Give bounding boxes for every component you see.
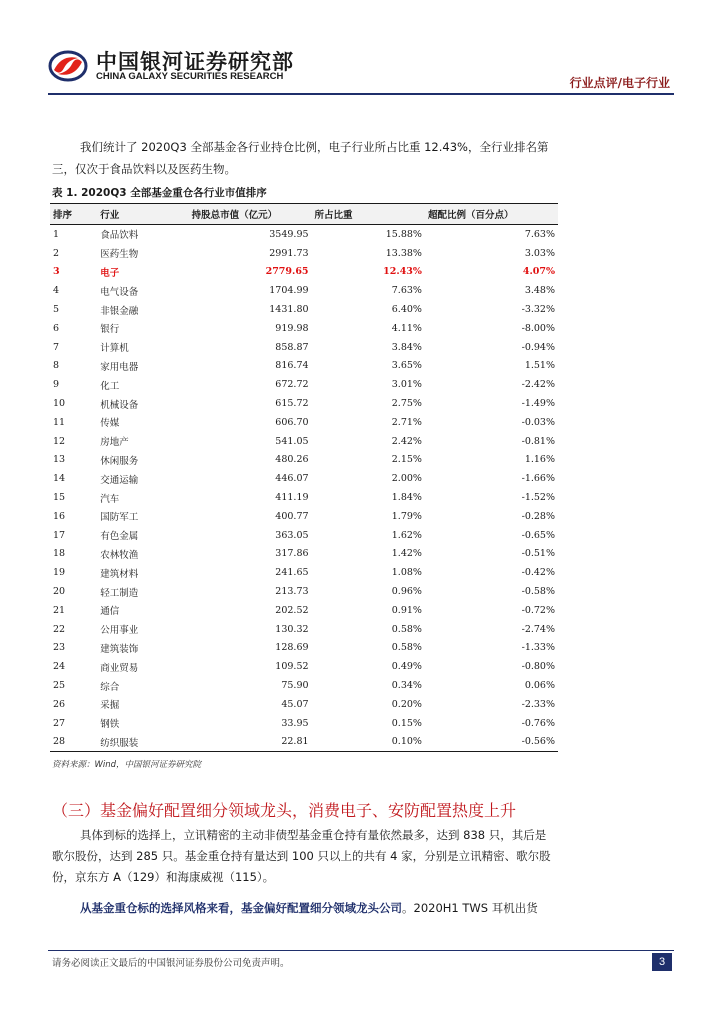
cell-overweight: -0.58% xyxy=(521,586,555,598)
cell-industry: 银行 xyxy=(100,324,120,336)
cell-share: 1.62% xyxy=(391,529,422,541)
cell-industry: 休闲服务 xyxy=(100,455,139,467)
cell-rank: 18 xyxy=(53,548,66,560)
cell-overweight: -1.66% xyxy=(521,473,555,485)
cell-industry: 农林牧渔 xyxy=(100,549,139,561)
col-header-rank: 排序 xyxy=(50,204,97,225)
cell-rank: 25 xyxy=(53,680,66,692)
cell-rank: 15 xyxy=(53,492,66,504)
table-row xyxy=(50,451,558,470)
cell-industry: 传媒 xyxy=(100,418,120,430)
page-number: 3 xyxy=(652,953,672,971)
cell-share: 0.58% xyxy=(391,642,422,654)
table-row xyxy=(50,432,558,451)
cell-rank: 20 xyxy=(53,586,66,598)
cell-share: 0.96% xyxy=(391,586,422,598)
cell-share: 12.43% xyxy=(383,266,422,278)
cell-market-value: 400.77 xyxy=(275,510,309,522)
cell-industry: 轻工制造 xyxy=(100,587,139,599)
cell-rank: 17 xyxy=(53,529,66,541)
table-title: 表 1. 2020Q3 全部基金重仓各行业市值排序 xyxy=(52,187,267,199)
table-row xyxy=(50,657,558,676)
cell-market-value: 75.90 xyxy=(281,680,309,692)
cell-market-value: 317.86 xyxy=(275,548,309,560)
table-row xyxy=(50,244,558,263)
table-row xyxy=(50,357,558,376)
cell-rank: 11 xyxy=(53,416,66,428)
cell-overweight: 0.06% xyxy=(524,680,555,692)
cell-overweight: 1.16% xyxy=(524,454,555,466)
table-row xyxy=(50,563,558,582)
cell-overweight: -1.49% xyxy=(521,398,555,410)
cell-share: 1.79% xyxy=(391,510,422,522)
cell-share: 4.11% xyxy=(391,322,422,334)
table-row xyxy=(50,714,558,733)
col-header-industry: 行业 xyxy=(97,204,188,225)
cell-market-value: 615.72 xyxy=(275,398,309,410)
cell-market-value: 1704.99 xyxy=(269,285,309,297)
cell-overweight: -0.80% xyxy=(521,661,555,673)
cell-share: 15.88% xyxy=(385,228,422,240)
cell-rank: 26 xyxy=(53,698,66,710)
cell-rank: 10 xyxy=(53,398,66,410)
cell-industry: 采掘 xyxy=(100,700,120,712)
cell-industry: 房地产 xyxy=(100,437,129,449)
intro-paragraph: 我们统计了 2020Q3 全部基金各行业持仓比例，电子行业所占比重 12.43%，全行业排名第三，仅次于食品饮料以及医药生物。 xyxy=(52,140,549,176)
cell-industry: 钢铁 xyxy=(100,719,120,731)
emphasis-text: 从基金重仓标的选择风格来看，基金偏好配置细分领域龙头公司 xyxy=(80,901,402,915)
cell-overweight: -0.42% xyxy=(521,567,555,579)
industry-ranking-table xyxy=(50,203,558,752)
cell-overweight: 3.48% xyxy=(524,285,555,297)
footer-disclaimer: 请务必阅读正文最后的中国银河证券股份公司免责声明。 xyxy=(52,958,290,969)
brand-name-en: CHINA GALAXY SECURITIES RESEARCH xyxy=(96,71,284,82)
table-row xyxy=(50,507,558,526)
cell-overweight: -0.56% xyxy=(425,733,558,752)
cell-market-value: 2779.65 xyxy=(265,266,309,278)
cell-share: 3.84% xyxy=(391,341,422,353)
cell-rank: 27 xyxy=(53,717,66,729)
cell-rank: 5 xyxy=(53,304,60,316)
cell-market-value: 45.07 xyxy=(281,698,309,710)
table-row xyxy=(50,601,558,620)
cell-share: 7.63% xyxy=(391,285,422,297)
cell-share: 0.58% xyxy=(391,623,422,635)
cell-industry: 机械设备 xyxy=(100,399,139,411)
cell-overweight: -1.33% xyxy=(521,642,555,654)
cell-rank: 24 xyxy=(53,661,66,673)
cell-share: 3.01% xyxy=(391,379,422,391)
table-body xyxy=(50,225,558,752)
cell-overweight: -0.65% xyxy=(521,529,555,541)
cell-market-value: 109.52 xyxy=(275,661,309,673)
table-row xyxy=(50,488,558,507)
table-row xyxy=(50,733,558,752)
cell-overweight: -1.52% xyxy=(521,492,555,504)
table-source: 资料来源：Wind，中国银河证券研究院 xyxy=(52,760,202,770)
cell-industry: 纺织服装 xyxy=(97,733,188,752)
cell-overweight: -2.42% xyxy=(521,379,555,391)
cell-market-value: 128.69 xyxy=(275,642,309,654)
cell-overweight: 7.63% xyxy=(524,228,555,240)
cell-rank: 19 xyxy=(53,567,66,579)
cell-share: 3.65% xyxy=(391,360,422,372)
cell-share: 2.15% xyxy=(391,454,422,466)
cell-industry: 非银金融 xyxy=(100,305,139,317)
table-row xyxy=(50,526,558,545)
cell-overweight: -0.94% xyxy=(521,341,555,353)
cell-overweight: -3.32% xyxy=(521,304,555,316)
cell-market-value: 241.65 xyxy=(275,567,309,579)
table-row xyxy=(50,300,558,319)
cell-share: 13.38% xyxy=(385,247,422,259)
cell-market-value: 33.95 xyxy=(281,717,309,729)
cell-share: 0.15% xyxy=(391,717,422,729)
cell-share: 1.84% xyxy=(391,492,422,504)
cell-share: 0.10% xyxy=(312,733,425,752)
body-paragraph-emphasis xyxy=(52,898,552,919)
table-row xyxy=(50,545,558,564)
cell-rank: 16 xyxy=(53,510,66,522)
cell-rank: 12 xyxy=(53,435,66,447)
cell-rank: 13 xyxy=(53,454,66,466)
cell-overweight: -0.28% xyxy=(521,510,555,522)
cell-share: 1.08% xyxy=(391,567,422,579)
table-row xyxy=(50,582,558,601)
body-paragraph: 具体到标的选择上，立讯精密的主动非债型基金重仓持有量依然最多，达到 838 只，其后是歌尔股份，达到 285 只。基金重仓持有量达到 100 只以上的共有 4 家，分别是立讯精密、歌尔股份，京东方 A（129）和海康威视（115）。 xyxy=(52,828,551,884)
report-section-label: 行业点评/电子行业 xyxy=(569,76,670,90)
cell-industry: 电子 xyxy=(100,267,120,279)
table-row xyxy=(50,319,558,338)
cell-industry: 食品饮料 xyxy=(100,230,139,242)
cell-share: 0.91% xyxy=(391,604,422,616)
cell-industry: 交通运输 xyxy=(100,474,139,486)
cell-market-value: 3549.95 xyxy=(269,228,309,240)
table-header-row xyxy=(50,204,558,225)
cell-rank: 21 xyxy=(53,604,66,616)
cell-rank: 3 xyxy=(53,266,60,278)
cell-overweight: -2.33% xyxy=(521,698,555,710)
cell-market-value: 816.74 xyxy=(275,360,309,372)
table-row xyxy=(50,413,558,432)
cell-industry: 电气设备 xyxy=(100,286,139,298)
cell-industry: 计算机 xyxy=(100,343,129,355)
cell-overweight: -8.00% xyxy=(521,322,555,334)
cell-market-value: 130.32 xyxy=(275,623,309,635)
cell-share: 2.42% xyxy=(391,435,422,447)
table-row xyxy=(50,639,558,658)
col-header-share: 所占比重 xyxy=(312,204,425,225)
cell-rank: 2 xyxy=(53,247,60,259)
cell-market-value: 541.05 xyxy=(275,435,309,447)
cell-overweight: -0.81% xyxy=(521,435,555,447)
cell-market-value: 1431.80 xyxy=(269,304,309,316)
table-row xyxy=(50,338,558,357)
galaxy-logo-icon xyxy=(48,46,88,86)
cell-industry: 医药生物 xyxy=(100,249,139,261)
cell-rank: 8 xyxy=(53,360,60,372)
cell-overweight: 3.03% xyxy=(524,247,555,259)
cell-industry: 有色金属 xyxy=(100,531,139,543)
cell-market-value: 411.19 xyxy=(275,492,309,504)
brand-name-cn: 中国银河证券研究部 xyxy=(96,50,294,74)
cell-rank: 28 xyxy=(50,733,97,752)
cell-rank: 23 xyxy=(53,642,66,654)
cell-market-value: 919.98 xyxy=(275,322,309,334)
cell-overweight: -0.72% xyxy=(521,604,555,616)
cell-market-value: 22.81 xyxy=(189,733,312,752)
cell-market-value: 202.52 xyxy=(275,604,309,616)
table-row xyxy=(50,375,558,394)
cell-market-value: 213.73 xyxy=(275,586,309,598)
cell-industry: 综合 xyxy=(100,681,120,693)
cell-rank: 7 xyxy=(53,341,60,353)
cell-industry: 建筑装饰 xyxy=(100,643,139,655)
cell-market-value: 480.26 xyxy=(275,454,309,466)
table-row xyxy=(50,676,558,695)
cell-market-value: 606.70 xyxy=(275,416,309,428)
table-row xyxy=(50,225,558,244)
cell-rank: 6 xyxy=(53,322,60,334)
cell-market-value: 446.07 xyxy=(275,473,309,485)
cell-industry: 通信 xyxy=(100,606,120,618)
cell-share: 6.40% xyxy=(391,304,422,316)
cell-market-value: 858.87 xyxy=(275,341,309,353)
cell-overweight: -0.03% xyxy=(521,416,555,428)
cell-industry: 化工 xyxy=(100,380,120,392)
cell-overweight: 4.07% xyxy=(522,266,555,278)
cell-share: 0.49% xyxy=(391,661,422,673)
cell-share: 2.71% xyxy=(391,416,422,428)
cell-share: 1.42% xyxy=(391,548,422,560)
section-heading: （三）基金偏好配置细分领域龙头，消费电子、安防配置热度上升 xyxy=(52,801,517,820)
cell-share: 0.20% xyxy=(391,698,422,710)
cell-industry: 公用事业 xyxy=(100,625,139,637)
col-header-overweight: 超配比例（百分点） xyxy=(425,204,558,225)
cell-industry: 家用电器 xyxy=(100,361,139,373)
cell-industry: 国防军工 xyxy=(100,512,139,524)
cell-market-value: 672.72 xyxy=(275,379,309,391)
table-row xyxy=(50,620,558,639)
cell-market-value: 363.05 xyxy=(275,529,309,541)
cell-overweight: -0.76% xyxy=(521,717,555,729)
cell-share: 2.00% xyxy=(391,473,422,485)
cell-overweight: -2.74% xyxy=(521,623,555,635)
table-row xyxy=(50,281,558,300)
cell-rank: 22 xyxy=(53,623,66,635)
cell-industry: 商业贸易 xyxy=(100,662,139,674)
footer-divider xyxy=(48,950,674,951)
cell-industry: 汽车 xyxy=(100,493,120,505)
cell-overweight: -0.51% xyxy=(521,548,555,560)
table-row xyxy=(50,394,558,413)
cell-rank: 1 xyxy=(53,228,60,240)
cell-industry: 建筑材料 xyxy=(100,568,139,580)
header-divider xyxy=(48,93,674,95)
cell-rank: 9 xyxy=(53,379,60,391)
cell-rank: 4 xyxy=(53,285,60,297)
table-row xyxy=(50,695,558,714)
table-row xyxy=(50,469,558,488)
cell-share: 0.34% xyxy=(391,680,422,692)
page-header xyxy=(0,0,724,96)
col-header-market-value: 持股总市值（亿元） xyxy=(189,204,312,225)
cell-market-value: 2991.73 xyxy=(269,247,309,259)
paragraph-continuation: 。2020H1 TWS 耳机出货 xyxy=(402,901,538,915)
cell-rank: 14 xyxy=(53,473,66,485)
cell-share: 2.75% xyxy=(391,398,422,410)
table-row xyxy=(50,263,558,282)
cell-overweight: 1.51% xyxy=(524,360,555,372)
